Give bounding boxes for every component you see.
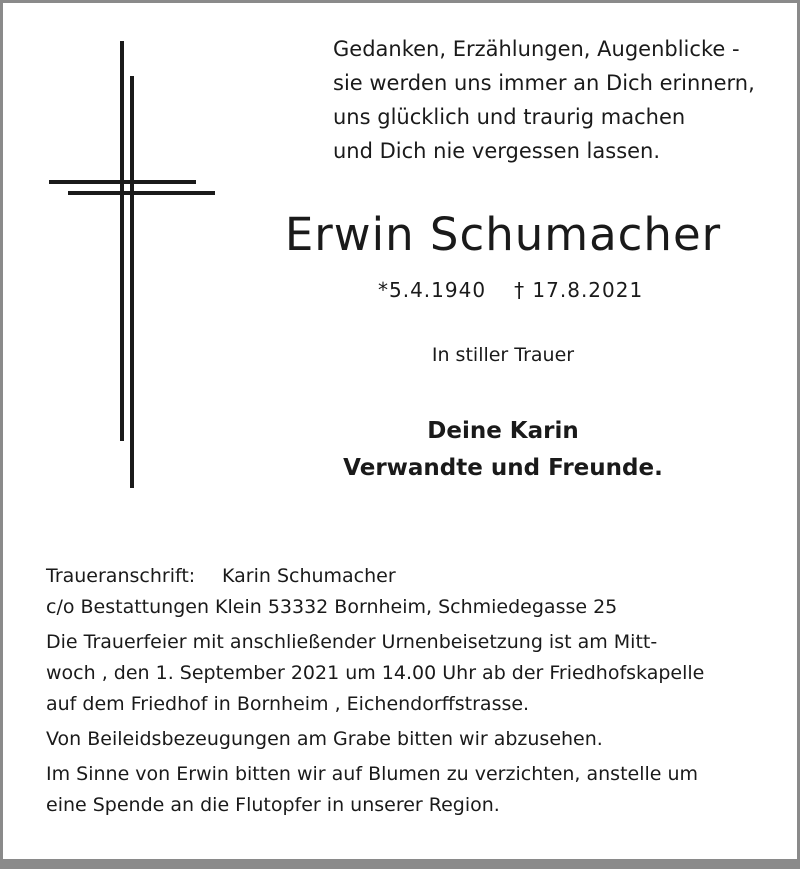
poem-line: sie werden uns immer an Dich erinnern, bbox=[333, 71, 755, 95]
deceased-name: Erwin Schumacher bbox=[284, 208, 722, 261]
mourner-line: Verwandte und Freunde. bbox=[343, 455, 663, 481]
ceremony-line: auf dem Friedhof in Bornheim , Eichendorffstrasse. bbox=[46, 693, 530, 715]
donation-line: Im Sinne von Erwin bitten wir auf Blumen zu verzichten, anstelle um bbox=[46, 763, 699, 785]
birth-date: *5.4.1940 bbox=[378, 278, 487, 302]
address-line: c/o Bestattungen Klein 53332 Bornheim, Schmiedegasse 25 bbox=[46, 596, 618, 618]
mourner-line: Deine Karin bbox=[427, 418, 579, 444]
ceremony-line: woch , den 1. September 2021 um 14.00 Uhr ab der Friedhofskapelle bbox=[46, 662, 705, 684]
funeral-info bbox=[46, 561, 776, 821]
address-name: Karin Schumacher bbox=[222, 565, 396, 587]
donation-line: eine Spende an die Flutopfer in unserer Region. bbox=[46, 794, 500, 816]
ceremony-line: Die Trauerfeier mit anschließender Urnenbeisetzung ist am Mitt- bbox=[46, 631, 658, 653]
poem-line: und Dich nie vergessen lassen. bbox=[333, 139, 661, 163]
life-dates bbox=[378, 277, 643, 303]
mourning-address bbox=[46, 561, 776, 592]
poem bbox=[333, 32, 755, 168]
poem-line: Gedanken, Erzählungen, Augenblicke - bbox=[333, 37, 740, 61]
obituary-card bbox=[3, 3, 797, 859]
address-label: Traueranschrift: bbox=[46, 565, 196, 587]
death-date: † 17.8.2021 bbox=[514, 278, 644, 302]
condolence-line: Von Beileidsbezeugungen am Grabe bitten wir abzusehen. bbox=[46, 728, 603, 750]
poem-line: uns glücklich und traurig machen bbox=[333, 105, 686, 129]
mourning-text: In stiller Trauer bbox=[431, 344, 575, 366]
double-cross-icon bbox=[3, 3, 243, 503]
mourners bbox=[273, 413, 733, 487]
